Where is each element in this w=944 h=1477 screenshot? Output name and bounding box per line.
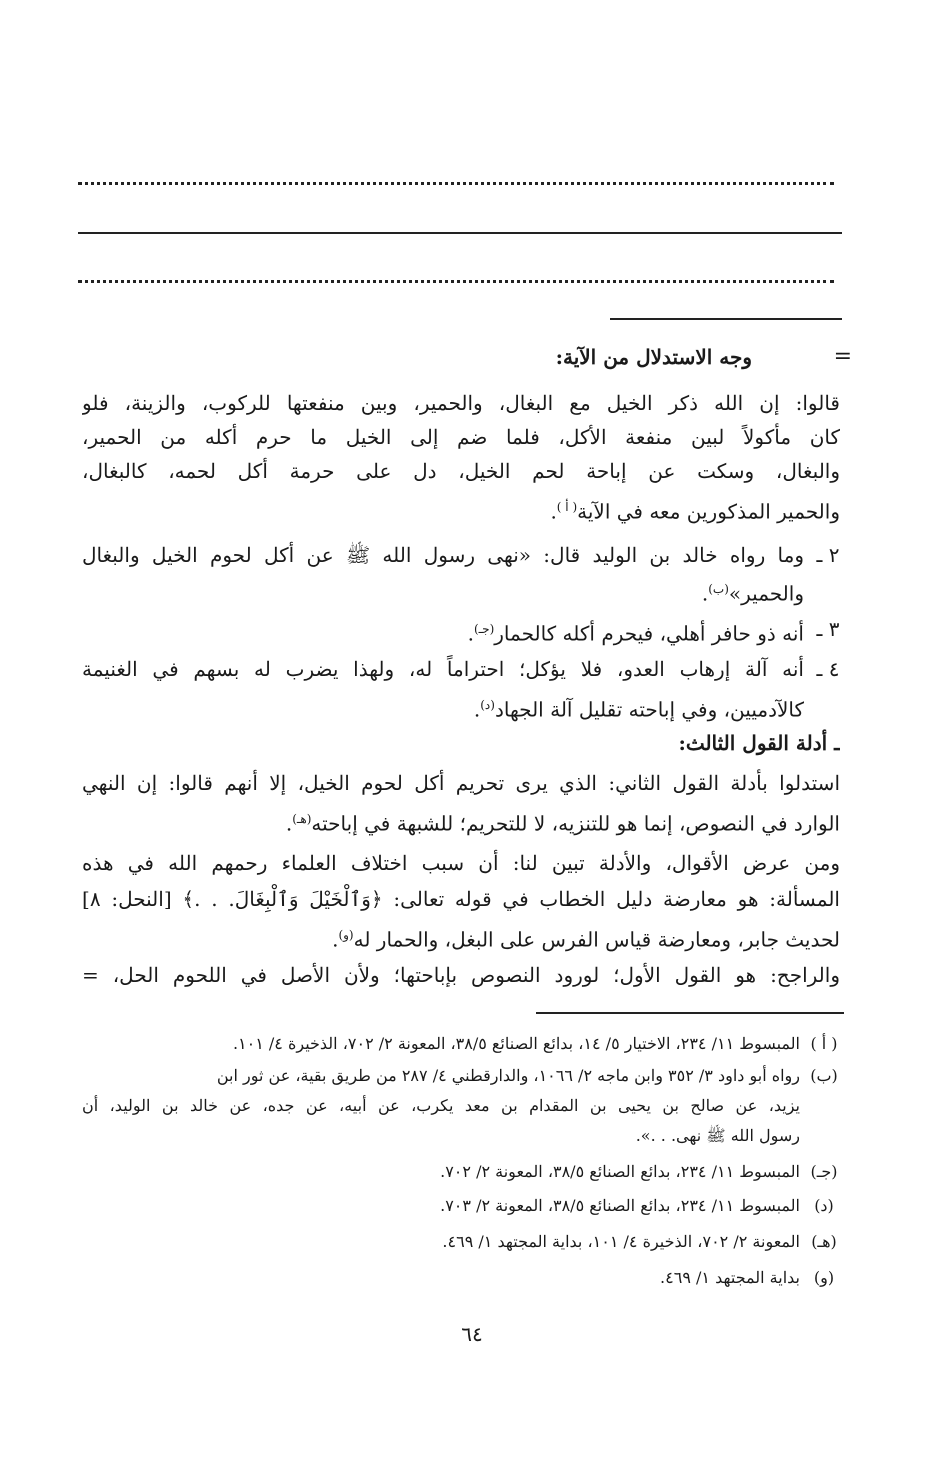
footnote-ref: (ب) (708, 582, 729, 596)
footnote: (و)بداية المجتهد ١/ ٤٦٩. (660, 1268, 835, 1287)
page-number: ٦٤ (461, 1322, 483, 1346)
paragraph-line: والبغال، وسكت عن إباحة لحم الخيل، دل على حرمة أكل لحمه، كالبغال، (82, 459, 840, 483)
footnote: (د)المبسوط ١١/ ٢٣٤، بدائع الصنائع ٣٨/٥، المعونة ٢/ ٧٠٣. (440, 1196, 834, 1215)
footnote: ( أ )المبسوط ١١/ ٢٣٤، الاختيار ٥/ ١٤، بدائع الصنائع ٣٨/٥، المعونة ٢/ ٧٠٢، الذخيرة ٤/ ١٠١. (232, 1034, 838, 1053)
footnote: (جـ)المبسوط ١١/ ٢٣٤، بدائع الصنائع ٣٨/٥، المعونة ٢/ ٧٠٢. (440, 1162, 838, 1181)
footnote-ref: (و) (338, 928, 354, 942)
footnote-ref: (جـ) (473, 622, 495, 636)
item-line: أنه آلة إرهاب العدو، فلا يؤكل؛ احتراماً له، ولهذا يضرب له بسهم في الغنيمة (82, 657, 804, 681)
footnote: (هـ)المعونة ٢/ ٧٠٢، الذخيرة ٤/ ١٠١، بداية المجتهد ١/ ٤٦٩. (442, 1232, 837, 1251)
inference-title: وجه الاستدلال من الآية: (555, 345, 752, 369)
footnote-ref: (د) (480, 698, 495, 712)
paragraph-line: كان مأكولاً لبين منفعة الأكل، فلما ضم إلى الخيل ما حرم أكله من الحمير، (82, 425, 840, 449)
paragraph-line: استدلوا بأدلة القول الثاني: الذي يرى تحريم أكل لحوم الخيل، إلا أنهم قالوا: إن النهي (82, 771, 840, 795)
footnote-continuation: يزيد، عن صالح بن يحيى بن المقدام بن معد يكرب، عن أبيه، عن جده، عن خالد بن الوليد، أن (82, 1096, 800, 1115)
footnote-ref: ( أ ) (556, 500, 578, 514)
item-line: أنه ذو حافر أهلي، فيحرم أكله كالحمار$^{(جـ)}$. (467, 621, 804, 646)
paragraph-line: والحمير المذكورين معه في الآية$^{( أ )}$. (550, 499, 840, 524)
continuation-mark: = (833, 344, 852, 369)
item-number: ٤ ـ (816, 657, 840, 681)
item-line: وما رواه خالد بن الوليد قال: «نهى رسول الله ﷺ عن أكل لحوم الخيل والبغال (82, 543, 804, 567)
dotted-line-top (78, 172, 834, 185)
item-number: ٣ ـ (816, 617, 840, 641)
footnote: (ب)رواه أبو داود ٣/ ٣٥٢ وابن ماجه ٢/ ١٠٦٦، والدارقطني ٤/ ٢٨٧ من طريق بقية، عن ثور ابن (216, 1066, 838, 1085)
paragraph-line: المسألة: هو معارضة دليل الخطاب في قوله تعالى: ﴿وَٱلْخَيْلَ وَٱلْبِغَالَ. . .﴾ [النحل: ٨] (82, 887, 840, 911)
paragraph-line: ومن عرض الأقوال، والأدلة تبين لنا: أن سبب اختلاف العلماء رحمهم الله في هذه (82, 851, 840, 875)
short-rule (610, 318, 842, 320)
dotted-line-bottom (78, 270, 834, 283)
paragraph-line: الوارد في النصوص، إنما هو للتنزيه، لا للتحريم؛ للشبهة في إباحته$^{(هـ)}$. (285, 811, 840, 836)
horizontal-rule (78, 232, 842, 234)
paragraph-line: لحديث جابر، ومعارضة قياس الفرس على البغل، والحمار له$^{(و)}$. (332, 927, 840, 952)
paragraph-line: والراجح: هو القول الأول؛ لورود النصوص بإباحتها؛ ولأن الأصل في اللحوم الحل، = (82, 963, 840, 987)
footnote-ref: (هـ) (292, 812, 312, 826)
item-line: والحمير»$^{(ب)}$. (701, 581, 804, 606)
footnote-separator (536, 1012, 844, 1014)
item-number: ٢ ـ (816, 543, 840, 567)
footnote-continuation: رسول الله ﷺ نهى. . .». (635, 1126, 800, 1145)
item-line: كالآدميين، وفي إباحته تقليل آلة الجهاد$^{(د)}$. (473, 697, 804, 722)
paragraph-line: قالوا: إن الله ذكر الخيل مع البغال، والحمير، وبين منفعتها للركوب، والزينة، فلو (82, 391, 840, 415)
section-heading: ـ أدلة القول الثالث: (678, 731, 840, 755)
